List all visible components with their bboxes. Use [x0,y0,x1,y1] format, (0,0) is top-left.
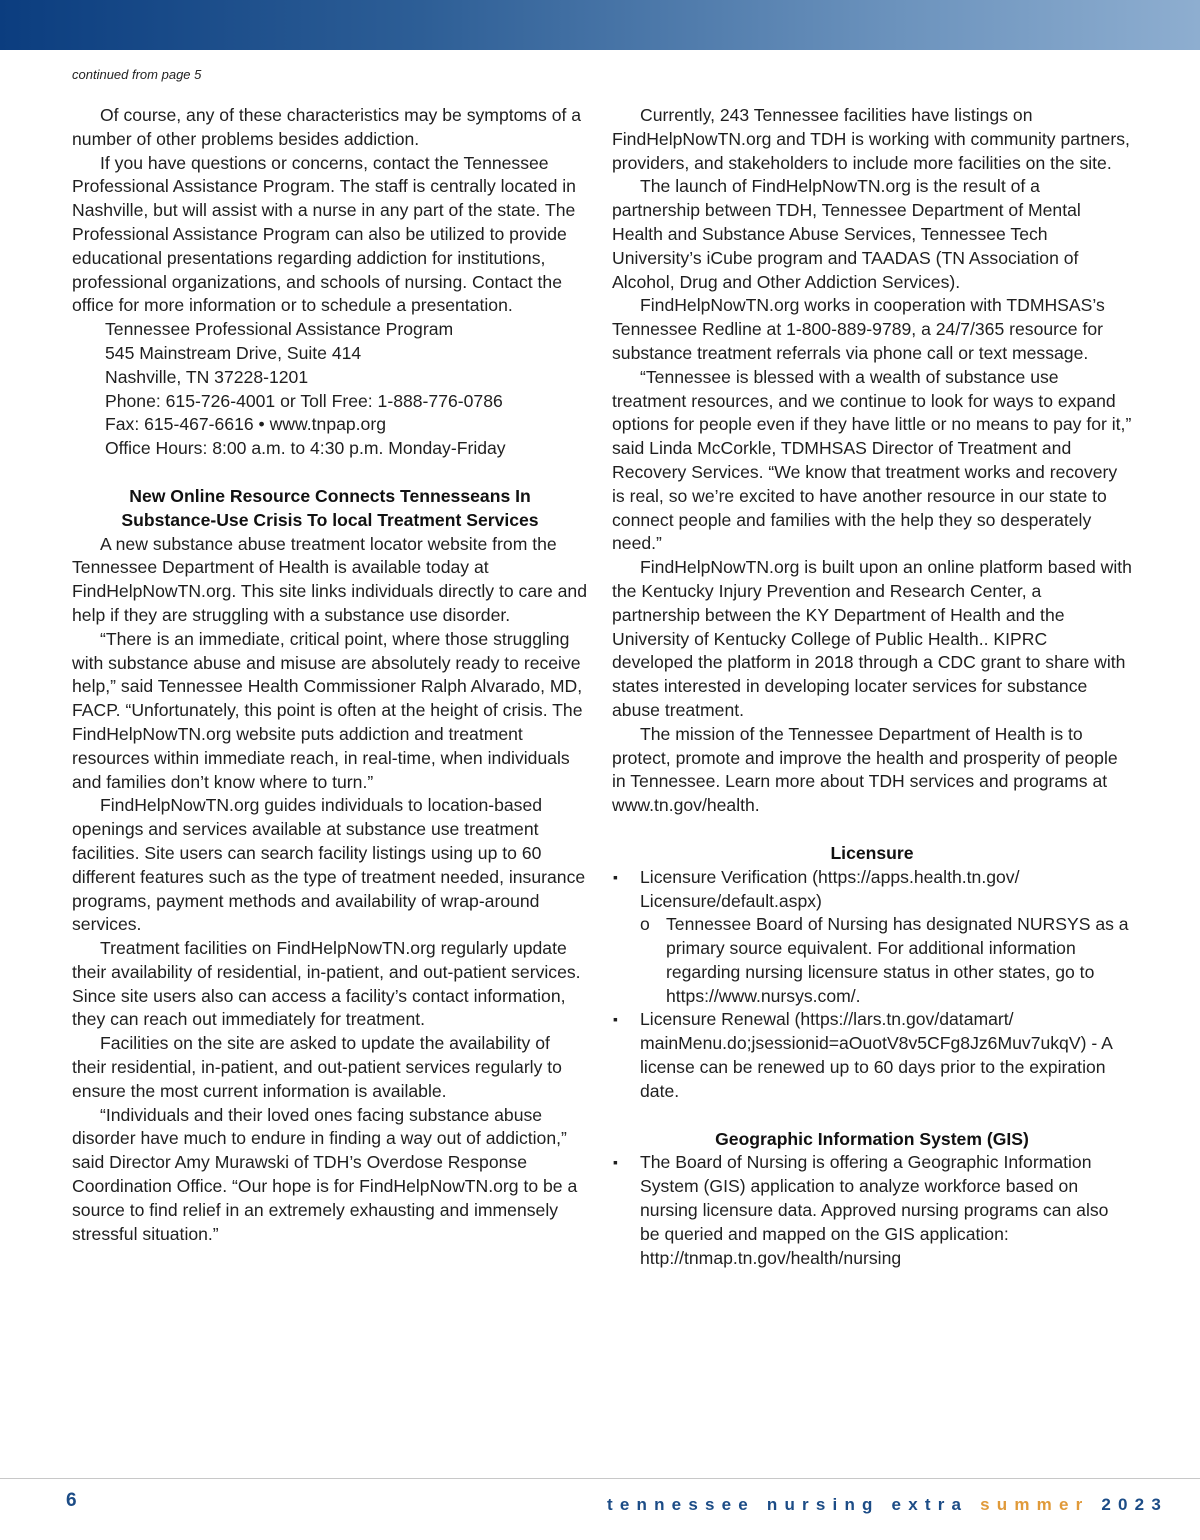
address-line: Office Hours: 8:00 a.m. to 4:30 p.m. Monday-Friday [105,438,506,459]
paragraph: A new substance abuse treatment locator website from the Tennessee Department of Health is available today at FindHelpNowTN.org. This site links individuals directly to care and help if they are struggling with a substance use disorder. [72,533,587,625]
address-line: 545 Mainstream Drive, Suite 414 [105,342,362,363]
gis-heading: Geographic Information System (GIS) [715,1128,1029,1149]
list-item-text: Licensure Renewal (https://lars.tn.gov/datamart/ mainMenu.do;jsessionid=aOuotV8v5CFg8Jz6Muv7ukqV) - A license can be renewed up to 60 days prior to the expiration date. [640,1009,1112,1101]
paragraph: Currently, 243 Tennessee facilities have listings on FindHelpNowTN.org and TDH is working with community partners, providers, and stakeholders to include more facilities on the site. [612,105,1130,173]
article-title-line: Substance-Use Crisis To local Treatment Services [121,509,539,530]
contact-address [105,318,588,461]
bullet-marker: ▪ [613,868,618,885]
address-line: Tennessee Professional Assistance Program [105,319,454,340]
licensure-list [612,866,1132,1104]
article-title-line: New Online Resource Connects Tennesseans In [129,485,531,506]
list-item [612,866,1132,1009]
list-item [612,1151,1132,1270]
left-column [72,104,588,1246]
sub-list-item-text: Tennessee Board of Nursing has designated NURSYS as a primary source equivalent. For additional information regarding nursing licensure status in other states, go to https://www.nursys.com/. [666,914,1129,1006]
sub-list-item [640,913,1132,1008]
paragraph: The launch of FindHelpNowTN.org is the result of a partnership between TDH, Tennessee Department of Mental Health and Substance Abuse Services, Tennessee Tech University’s iCube program and TAADAS (TN Association of Alcohol, Drug and Other Addiction Services). [612,176,1081,292]
bullet-marker: ▪ [613,1011,618,1028]
paragraph: Of course, any of these characteristics may be symptoms of a number of other problems besides addiction. [72,105,582,149]
paragraph: FindHelpNowTN.org works in cooperation with TDMHSAS’s Tennessee Redline at 1-800-889-9789, a 24/7/365 resource for substance treatment referrals via phone call or text message. [612,295,1105,363]
footer-divider [0,1478,1200,1479]
list-item-text: Licensure Verification (https://apps.health.tn.gov/ Licensure/default.aspx) [640,866,1020,911]
paragraph: FindHelpNowTN.org guides individuals to location-based openings and services available at substance use treatment facilities. Site users can search facility listings using up to 60 different features such as the type of treatment needed, insurance programs, payment methods and availability of wrap-around services. [72,795,586,935]
sub-list [640,913,1132,1008]
list-item [612,1008,1132,1103]
paragraph: “There is an immediate, critical point, where those struggling with substance abuse and misuse are absolutely ready to receive help,” said Tennessee Health Commissioner Ralph Alvarado, MD, FACP. “Unfortunately, this point is often at the height of crisis. The FindHelpNowTN.org website puts addiction and treatment resources within immediate reach, in real-time, when individuals and families don’t know where to turn.” [72,628,583,792]
address-line: Nashville, TN 37228-1201 [105,366,309,387]
licensure-heading: Licensure [830,842,914,863]
paragraph: Facilities on the site are asked to update the availability of their residential, in-patient, and out-patient services regularly to ensure the most current information is available. [72,1033,562,1101]
header-band [0,0,1200,50]
bullet-marker: ▪ [613,1154,618,1171]
masthead-year: 2023 [1101,1495,1168,1514]
address-line: Phone: 615-726-4001 or Toll Free: 1-888-776-0786 [105,390,503,411]
publication-masthead [607,1495,1168,1515]
paragraph: Treatment facilities on FindHelpNowTN.org regularly update their availability of residential, in-patient, and out-patient services. Since site users also can access a facility’s contact information, they can reach out immediately for treatment. [72,938,581,1030]
address-line: Fax: 615-467-6616 • www.tnpap.org [105,414,386,435]
masthead-title: tennessee nursing extra [607,1495,981,1514]
paragraph: “Tennessee is blessed with a wealth of substance use treatment resources, and we continue to look for ways to expand options for people even if they have little or no means to pay for it,” said Linda McCorkle, TDMHSAS Director of Treatment and Recovery Services. “We know that treatment works and recovery is real, so we’re excited to have another resource in our state to connect people and families with the help they so desperately need.” [612,366,1132,554]
continued-note: continued from page 5 [72,67,202,82]
gis-list [612,1151,1132,1270]
right-column [612,104,1132,1270]
paragraph: The mission of the Tennessee Department of Health is to protect, promote and improve the health and prosperity of people in Tennessee. Learn more about TDH services and programs at www.tn.gov/health. [612,723,1118,816]
masthead-season: summer [980,1495,1102,1514]
article-title [72,485,588,533]
paragraph: If you have questions or concerns, contact the Tennessee Professional Assistance Program. The staff is centrally located in Nashville, but will assist with a nurse in any part of the state. The Professional Assistance Program can also be utilized to provide educational presentations regarding addiction for institutions, professional organizations, and schools of nursing. Contact the office for more information or to schedule a presentation. [72,152,576,316]
sub-bullet-marker: o [640,914,650,935]
list-item-text: The Board of Nursing is offering a Geographic Information System (GIS) application to analyze workforce based on nursing licensure data. Approved nursing programs can also be queried and mapped on the GIS application: http://tnmap.tn.gov/health/nursing [640,1152,1109,1268]
paragraph: “Individuals and their loved ones facing substance abuse disorder have much to endure in finding a way out of addiction,” said Director Amy Murawski of TDH’s Overdose Response Coordination Office. “Our hope is for FindHelpNowTN.org to be a source to find relief in an extremely exhausting and immensely stressful situation.” [72,1104,578,1244]
paragraph: FindHelpNowTN.org is built upon an online platform based with the Kentucky Injury Prevention and Research Center, a partnership between the KY Department of Health and the University of Kentucky College of Public Health.. KIPRC developed the platform in 2018 through a CDC grant to share with states interested in developing locater services for substance abuse treatment. [612,557,1132,720]
page-number: 6 [66,1490,77,1511]
